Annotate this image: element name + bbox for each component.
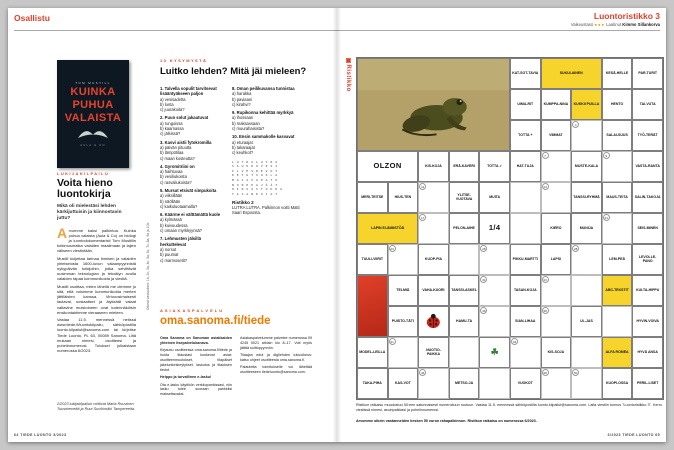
solution-row: S A U K K O V E S I (232, 164, 278, 169)
crossword-clue-cell: NUOTIO-PAIKKA (418, 337, 449, 368)
crossword-overlay (357, 58, 663, 399)
crossword-clue-cell: UL-JAS (571, 306, 602, 337)
crossword-clue-cell: MODEL-LEILLA (357, 337, 388, 368)
quiz-question-number: 7. (160, 236, 165, 242)
answer-number: 23 (390, 246, 394, 251)
author-label: Laatinut (606, 22, 622, 27)
quiz-question-text: 5. Mursut etsivät simpukoita (160, 188, 217, 193)
right-page-header: Luontoristikko 3 (593, 11, 660, 21)
quiz-kicker: 10 KYSYMYSTÄ (160, 58, 208, 63)
quiz-question-number: 1. (160, 86, 165, 91)
crossword-clue-cell: LAPIN ELÄIMISTÖÄ (357, 213, 418, 244)
crossword-clue-cell: METSO-JA (449, 368, 480, 399)
quiz-option: a) rungoissa (160, 120, 183, 126)
crossword-clue-cell: VASTA-RANTA (632, 151, 663, 182)
ristikko2-label: Ristikko 2 (232, 199, 254, 205)
answer-number: 38 (543, 308, 547, 313)
quiz-question-text: 10. Ensin sammakolle kasvavat (232, 134, 295, 140)
crossword-clue-cell: TUULI-VIIRIT (357, 244, 388, 275)
crossword-clue-cell: KULTA-HIPPU (632, 275, 663, 306)
answer-number: 17 (421, 215, 425, 220)
quiz-question (160, 212, 226, 233)
page-footer-left: 64 TIEDE LUONTO 3/2023 (14, 433, 67, 437)
quiz-col-2 (232, 86, 302, 215)
solution-row: I L V E S R E V O T (232, 168, 278, 173)
quiz-option: a) harakka (232, 91, 252, 97)
service-col-2 (240, 336, 312, 378)
crossword-clue-cell: UIMA-RIT (510, 89, 541, 120)
quiz-question (160, 140, 226, 161)
answer-number: 43 (512, 339, 517, 344)
crossword-clue-cell: 1/4 (479, 213, 510, 244)
crossword-clue-cell: LAPSI (541, 244, 572, 275)
book-title-line: VALAISTA (64, 112, 122, 124)
quiz-option: c) omaan myrkkyynsä? (160, 228, 203, 234)
crossword-clue-cell: KUOPI-OSSA (602, 368, 633, 399)
quiz-option: b) paviaani (232, 96, 253, 102)
crossword-clue-cell: VUOKOT (510, 368, 541, 399)
service-paragraph: Oma Sanoma on Sanoman asiakkaiden yhteinen itsepalvelukanava. (160, 336, 232, 345)
crossword-clue-cell: TANSSI-RYHMÄ (571, 182, 602, 213)
crossword-clue-cell: KIERO (541, 213, 572, 244)
crossword-clue-cell: TANSSI-ASKEL (449, 275, 480, 306)
crossword-clue-cell: KUKKII PUILLA (571, 89, 602, 120)
service-kicker: ASIAKASPALVELU (160, 308, 225, 313)
answer-number: 4 (572, 121, 579, 128)
quiz-option: a) ihossaan (232, 115, 254, 121)
service-paragraph: Tilaajan edut ja digilehden lukuoikeus: katso ohjeet osoitteesta oma.sanoma.fi. (240, 353, 312, 362)
quiz-question-number: 4. (160, 163, 165, 169)
crossword-clue-cell: HAT-TUJA (510, 151, 541, 182)
quiz-option: c) rasvaliukoista? (160, 179, 192, 185)
solution-row: L U T R A L U T R A (232, 159, 278, 164)
answer-number: 14 (543, 184, 547, 189)
crossword-clue-cell: ERÄ-KAVERI (449, 151, 480, 182)
solution-row: N O R P P A J Ä Ä T (232, 182, 278, 187)
crossword-brand (345, 57, 352, 137)
quiz-question-number: 9. (232, 110, 237, 116)
service-url: oma.sanoma.fi/tiede (160, 315, 271, 327)
crossword-clue-cell: SEIS-MINEN (632, 213, 663, 244)
crossword-clue-cell: HYVIN-VOIVA (632, 306, 663, 337)
crossword-clue-cell: SALIN-TAKOJA (632, 182, 663, 213)
quiz-option: c) maan kosteutta? (160, 155, 195, 161)
dropcap: A (57, 225, 68, 241)
quiz-option: c) keuhkot? (232, 150, 254, 156)
crossword-clue-cell: OLZON (357, 151, 418, 182)
answer-number: 36 (482, 308, 486, 313)
contest-subtitle: Mikä oli mielestäsi lehden kärkijuttuisin ja kiinnostavin juttu? (57, 204, 122, 222)
contest-paragraph: Arvomme kaksi palkintoa. Kuinka puhua valaista (Aula & Co) on biologi ja luontodokumentaristi Tom Mustillin tutkimusmatka valaiden maailmaan ja lajien väliseen viestintään. (57, 225, 136, 254)
crossword-clue-cell: ALFA ROMEA (602, 337, 633, 368)
quiz-question-number: 6. (160, 212, 165, 218)
quiz-option: a) haihtuvaa (160, 169, 183, 175)
crossword-brand-label: Ristikko (345, 64, 351, 92)
spread-pages (8, 8, 666, 442)
quiz-option: b) kaarnassa (160, 126, 184, 131)
answer-number: 33 (543, 277, 547, 282)
left-page-header: Osallistu (14, 13, 50, 23)
quiz-question-text: 3. Kasvi aistii fytokromilla (160, 139, 212, 145)
crossword-clue-cell: HAMU-TA (449, 306, 480, 337)
crossword-clue-cell: KESÄ-HELLE (602, 58, 633, 89)
quiz-option: a) päivän pituutta (160, 144, 192, 150)
quiz-option: a) viiksillään (160, 193, 183, 199)
quiz-question (160, 164, 226, 185)
solution-row: T A S A N K O J A T (232, 192, 278, 197)
solution-row: K E T U T S U O L A (232, 173, 278, 178)
service-paragraph: Asiakaspalvelumme palvelee numerossa 09 4245 0021 arkisin klo 8–17. Voit myös jättää soittopyynnön. (240, 336, 312, 350)
answer-number: 46 (421, 370, 425, 375)
quiz-option: b) puumat (160, 252, 179, 258)
crossword-clue-cell: PELON-AIHE (449, 213, 480, 244)
quiz-option: b) lunta (160, 101, 174, 107)
contest-paragraph: Vastaa 11.5. mennessä netissä www.tiede.fi/luontokilpailu, sähköpostilla luonto.kilpailut@sanoma.com tai kirjeitse Tiede Luonto, PL 63, 00089 Sanoma. Liitä mukaan nimesi, osoitteesi ja puhelinnumerosi. Tulokset julkaistaan numerossa 6/2023. (57, 317, 136, 353)
clover-glyph: ☘ (490, 347, 499, 357)
page-gutter (333, 8, 341, 442)
quiz-option: b) lämpötilaa (160, 150, 184, 156)
contest-body (57, 225, 136, 356)
crossword-clue-cell: TAKA-PIHA (357, 368, 388, 399)
quiz-option: b) takaraajat (232, 144, 255, 150)
crossword-clue-cell: MUSTE-KALA (571, 151, 602, 182)
crossword-clue-cell: PAR-TURIT (632, 58, 663, 89)
quiz-option: b) vesiliukoista (160, 174, 187, 180)
crossword-clue-cell: YLITSE-VUOTAVA (449, 182, 480, 213)
service-col-1 (160, 336, 232, 400)
quiz-question (160, 115, 226, 136)
service-paragraph: Kirjaudu osoitteessa oma.sanoma.fi/tiede ja hoida tilaustasi koskevat asiat: osoitteenmuutokset, tilapäiset jakelunkeskeytykset, laskutus ja tilauksen tiedot. (160, 348, 232, 372)
crossword-clue-cell: TAI-VUTA (632, 89, 663, 120)
answer-number: 31 (482, 277, 486, 282)
answer-number: 48 (543, 370, 547, 375)
contest-paragraph: Mustill kuljettaa tarinaa ihmisen ja valaiden yhteiselosta 1600-luvun valaanpyynnistä nykypäivän tutkijoihin, jotka selvittävät uusimman teknologian ja tekoälyn avulla valaiden tapaa kommunikoida ja viestiä. (57, 256, 136, 282)
quiz-option: b) maksassaan (232, 120, 260, 126)
answer-number: 50 (574, 370, 578, 375)
contest-title: Voita hieno luontokirja (57, 177, 113, 200)
crossword-clue-cell: TOTTA ✓ (479, 151, 510, 182)
crossword-clue-cell: LEM-PEÄ (602, 244, 633, 275)
crossword-clue-cell: LEVOLLE-PANO (632, 244, 663, 275)
quiz-answers-rotated: Oikeat vastaukset: 1b, 2c, 3a, 4c, 5a, 6c, 7c, 8a, 9a ja 10b. (146, 221, 150, 310)
crossword-clue-cell: MUNIJA (571, 213, 602, 244)
solution-row: M A J A V A P A T O (232, 178, 278, 183)
crossword-clue-cell: HIUS-TEN (388, 182, 419, 213)
crossword-clue-cell: TASAN-KOJA (510, 275, 541, 306)
red-accent-cell (357, 275, 388, 337)
quiz-question-text: 1. Talvella sopulit tarvitsevat lisääntyäkseen paljon (160, 86, 217, 97)
book-publisher: AULA & CO (80, 143, 106, 147)
quiz-question (232, 86, 302, 107)
answer-number: 11 (421, 184, 425, 189)
crossword-clue-cell: PIKKU-MARTTI (510, 244, 541, 275)
quiz-title: Luitko lehden? Mitä jäi mieleen? (160, 66, 307, 77)
crossword-clue-cell: SIAN-LIHAA (510, 306, 541, 337)
crossword-clue-cell: HENTO (602, 89, 633, 120)
quiz-question-text: 6. Käärme ei välttämättä kuole (160, 212, 221, 218)
quiz-question (160, 236, 226, 262)
crossword-clue-cell: MERI-TEITSE (357, 182, 388, 213)
crossword-clue-cell: KIS-KOJA (418, 151, 449, 182)
frog-photo (357, 58, 510, 151)
page-footer-right: 3/2023 TIEDE LUONTO 65 (607, 433, 660, 437)
quiz-question-text: 9. Rupikonna kehittää myrkkyä (232, 110, 294, 116)
crossword-clue-cell: HYVÄ ANSA (632, 337, 663, 368)
quiz-question (160, 188, 226, 209)
difficulty-dots: ●●● (594, 22, 606, 27)
quiz-option: b) näöllään (160, 198, 181, 204)
crossword-clue-cell: KAT-SOT-TAVIA (510, 58, 541, 89)
crossword-clue-cell: KIS-SOJA (541, 337, 572, 368)
crossword-clue-cell: KUMPPA-NINA (541, 89, 572, 120)
crossword-clue-cell: KUOP-PIA (418, 244, 449, 275)
quiz-option: a) vesisadetta (160, 96, 186, 102)
crossword-instructions: Ristikon ratkaisu muodostuu 50:een satunnaisesti numeroituun ruutuun. Vastaa 11.5. mennessä sähköpostilla luonto.kilpailut@sanoma.com. Laita viestiin tunnus ”Luontoristikko 3”. Kerro viestissä nimesi, asuinpaikkasi ja puhelinnumerosi. (356, 403, 662, 412)
quiz-question-text: 4. Gyromitriini on (160, 163, 195, 169)
quiz-option: a) eturaajat (232, 139, 253, 145)
quiz-option: c) kirahvi? (232, 101, 251, 107)
quiz-question-number: 8. (232, 86, 237, 91)
quiz-option: a) norsut (160, 246, 177, 252)
crossword-clue-cell: MUITA (479, 182, 510, 213)
quiz-col-1 (160, 86, 226, 266)
quiz-question-text: 8. Oman peilikuvansa tunnistaa (232, 86, 295, 91)
crossword-clue-cell: PERIL-LISET (632, 368, 663, 399)
book-title-line: KUINKA (70, 86, 116, 98)
quiz-option: c) jälsissä? (160, 131, 181, 137)
quiz-question-text: 7. Lehmusten jälsillä herkuttelevat (160, 236, 201, 247)
quiz-option: a) kylmässä (160, 217, 182, 223)
crossword-clue-cell: SALAI-SUUS (602, 120, 633, 151)
crossword-clue-cell: PUISTO-TÄTI (388, 306, 419, 337)
difficulty-label: Vaikeustaso (570, 22, 594, 27)
contest-kicker: LUKIJAKILPAILU (57, 171, 110, 176)
whale-tail-icon (78, 126, 108, 138)
difficulty-author-line (571, 22, 660, 27)
clover-icon (479, 337, 510, 368)
quiz-option: b) kuivuudessa (160, 222, 188, 228)
answer-number: 7 (542, 152, 549, 159)
crossword-clue-cell: ABC-TEKSTIT (602, 275, 633, 306)
ristikko2-winner: LUTRA LUTRA. Palkinnon voitti Matti Saari Espoosta. (232, 204, 300, 215)
crossword-clue-cell: MAUS-TEITA (602, 182, 633, 213)
book-title-line: PUHUA (72, 99, 114, 111)
crossword-clue-cell: VAHA-KUORI (418, 275, 449, 306)
book-cover (57, 60, 129, 168)
quiz-question (232, 134, 302, 155)
ladybug-icon (418, 306, 449, 337)
quiz-option: c) marmosetit? (160, 257, 188, 263)
crossword-clue-cell: SUKULAINEN (541, 58, 602, 89)
crossword-clue-cell: KAS-VOT (388, 368, 419, 399)
quiz-question-number: 3. (160, 139, 165, 145)
answer-number: 9 (603, 152, 610, 159)
ristikko-square-icon: ▣ (345, 57, 351, 65)
solution-row: H I R V A S T O K K A (232, 187, 283, 192)
ristikko2-solution (232, 160, 302, 197)
crossword-clue-cell: VIMMAT (541, 120, 572, 151)
contest-credit: 2/2023 lukijakilpailun voittivat Maria Rouvinen Tuusniemeltä ja Ruut Suvihimäki Tampereelta. (57, 402, 136, 412)
quiz-question (232, 110, 302, 131)
service-paragraph: Ota e-lasku käyttöön verkkopankissasi, niin lasku tulee suoraan pankkiisi maksettavaksi. (160, 382, 232, 397)
answer-number: 28 (574, 246, 578, 251)
contest-paragraph: Mustill osoittaa, miten lähellä me olemme jo sitä, että voisimme kommunikoida merten jättiläisten kanssa. Virtuoosimaisesti laulavat, sosiaaliset ja älykkäät valaat valtavine muistoineen ovat todennäköisin ensikontaktimme vieraaseen mieleen. (57, 284, 136, 315)
quiz-question-number: 10. (232, 134, 239, 140)
quiz-option: c) muurahaisista? (232, 126, 265, 132)
answer-number: 21 (604, 215, 608, 220)
crossword-instructions-bold: Arvomme oikein vastanneiden kesken 50 euron rahapalkinnon. Ristikon ratkaisu on numerossa 6/2023. (356, 419, 537, 423)
author-name: Kimmo Sillankorva (622, 22, 660, 27)
quiz-question-text: 2. Puun solut jakautuvat (160, 115, 209, 121)
quiz-option: c) juurakoita? (160, 107, 185, 113)
book-author: TOM MUSTILL (75, 81, 111, 85)
quiz-question (160, 86, 226, 112)
answer-number: 41 (390, 339, 394, 344)
crossword-clue-cell: TELMIÄ (388, 275, 419, 306)
answer-number: 26 (482, 246, 486, 251)
quiz-option: c) kaikuluotaamalla? (160, 203, 198, 209)
service-paragraph: Helppo ja turvallinen e-lasku! (160, 375, 212, 380)
crossword-clue-cell: TOTTA + (510, 120, 541, 151)
crossword-clue-cell: TYÖ-TERÄT (632, 120, 663, 151)
quiz-question-number: 2. (160, 115, 165, 121)
crossword-grid (356, 57, 664, 400)
quiz-question-number: 5. (160, 188, 165, 193)
service-paragraph: Palautetta toimitukselle voi lähettää osoitteeseen tiedeluonto@sanoma.com. (240, 365, 312, 375)
